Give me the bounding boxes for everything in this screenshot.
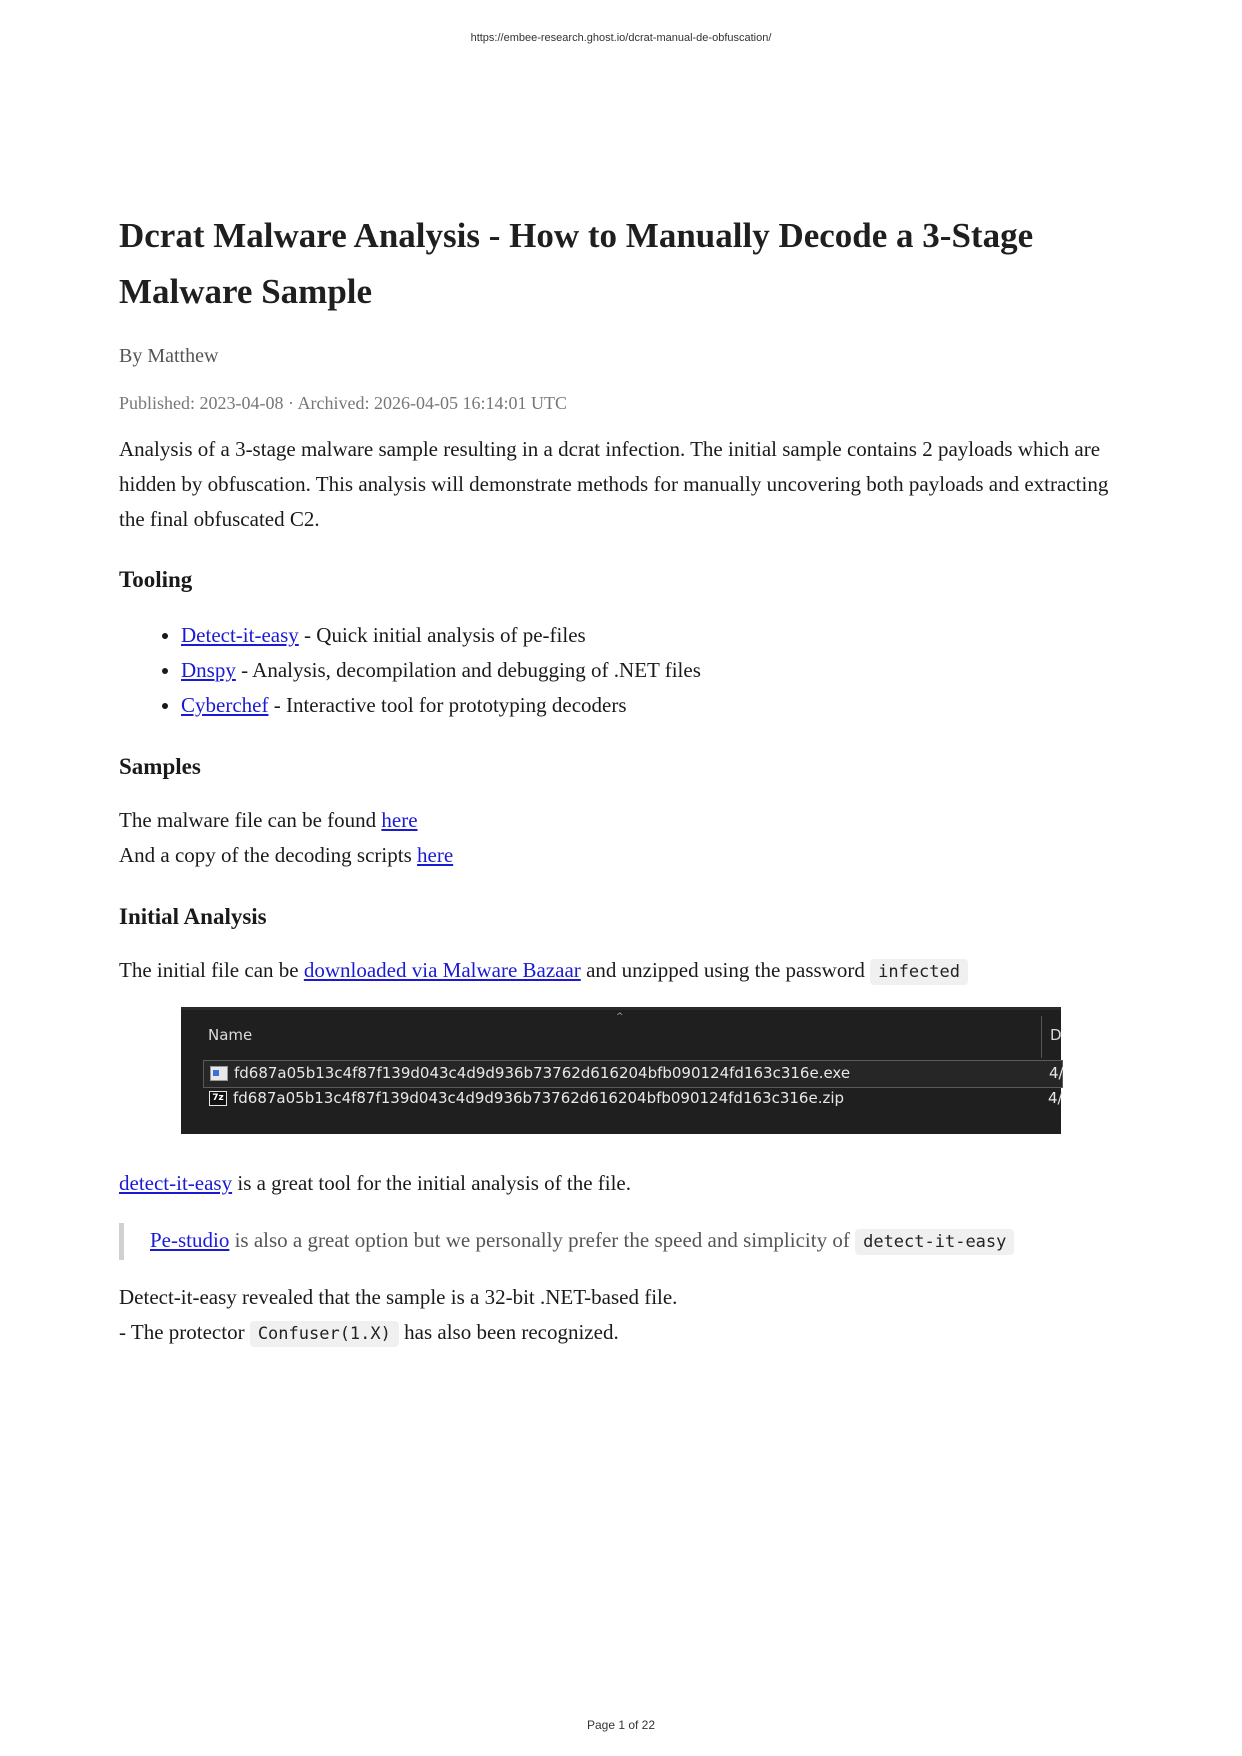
file-explorer-screenshot (181, 1007, 1064, 1134)
result-line1: Detect-it-easy revealed that the sample is a 32-bit .NET-based file. (119, 1285, 678, 1309)
initial-paragraph (119, 953, 1119, 990)
malware-bazaar-link[interactable]: downloaded via Malware Bazaar (303, 958, 581, 982)
list-item (181, 618, 1119, 653)
samples-heading: Samples (119, 754, 201, 779)
byline: By Matthew (119, 345, 219, 367)
list-item-text: - Analysis, decompilation and debugging of .NET files (235, 658, 701, 682)
malware-file-link[interactable]: here (381, 808, 418, 832)
result-line2-text: - The protector (119, 1320, 250, 1344)
page-number-footer: Page 1 of 22 (586, 1718, 656, 1732)
publish-meta: Published: 2023-04-08 · Archived: 2026-04-05 16:14:01 UTC (119, 393, 567, 413)
quote-text: is also a great option but we personally prefer the speed and simplicity of (229, 1228, 856, 1252)
detect-paragraph (119, 1166, 1119, 1201)
article (119, 208, 1119, 1352)
file-row (203, 1086, 1061, 1112)
decoding-scripts-link[interactable]: here (417, 843, 454, 867)
file-name: fd687a05b13c4f87f139d043c4d9d936b73762d616204bfb090124fd163c316e.exe (234, 1064, 851, 1082)
pe-studio-link[interactable]: Pe-studio (150, 1228, 230, 1252)
initial-text-after: and unzipped using the password (580, 958, 871, 982)
file-row (203, 1060, 1063, 1088)
tooling-list (119, 618, 1119, 723)
pe-studio-quote (119, 1223, 1119, 1260)
samples-line2-text: And a copy of the decoding scripts (119, 843, 418, 867)
date-column-header: D (1050, 1026, 1062, 1044)
protector-code: Confuser(1.X) (250, 1321, 399, 1347)
tooling-heading: Tooling (119, 567, 193, 592)
list-item-text: - Interactive tool for prototyping decoders (268, 693, 627, 717)
samples-line1-text: The malware file can be found (119, 808, 382, 832)
detect-it-easy-link-2[interactable]: detect-it-easy (119, 1171, 233, 1195)
result-paragraph (119, 1280, 1119, 1352)
samples-paragraph (119, 803, 1119, 873)
quote-code: detect-it-easy (855, 1229, 1014, 1255)
initial-text: The initial file can be (119, 958, 304, 982)
file-date: 4/ (1048, 1089, 1063, 1107)
detect-it-easy-link[interactable]: Detect-it-easy (181, 623, 299, 647)
list-item (181, 688, 1119, 723)
name-column-header: Name (208, 1026, 253, 1044)
page-url-header: https://embee-research.ghost.io/dcrat-manual-de-obfuscation/ (470, 32, 772, 44)
7z-archive-icon: 7z (209, 1091, 227, 1106)
article-title: Dcrat Malware Analysis - How to Manually Decode a 3-Stage Malware Sample (119, 216, 1034, 311)
password-code: infected (870, 959, 968, 985)
exe-file-icon (210, 1066, 228, 1081)
list-item (181, 653, 1119, 688)
column-divider (1041, 1016, 1042, 1058)
sort-arrow-icon: ^ (616, 1012, 624, 1022)
intro-paragraph: Analysis of a 3-stage malware sample resulting in a dcrat infection. The initial sample contains 2 payloads which are hidden by obfuscation. This analysis will demonstrate methods for manually uncovering both payloads and extracting the final obfuscated C2. (119, 437, 1109, 531)
dnspy-link[interactable]: Dnspy (181, 658, 236, 682)
file-name: fd687a05b13c4f87f139d043c4d9d936b73762d616204bfb090124fd163c316e.zip (233, 1089, 845, 1107)
file-date: 4/ (1049, 1064, 1064, 1082)
initial-analysis-heading: Initial Analysis (119, 904, 267, 929)
result-line2-after: has also been recognized. (398, 1320, 619, 1344)
detect-text: is a great tool for the initial analysis of the file. (232, 1171, 631, 1195)
list-item-text: - Quick initial analysis of pe-files (298, 623, 586, 647)
cyberchef-link[interactable]: Cyberchef (181, 693, 269, 717)
